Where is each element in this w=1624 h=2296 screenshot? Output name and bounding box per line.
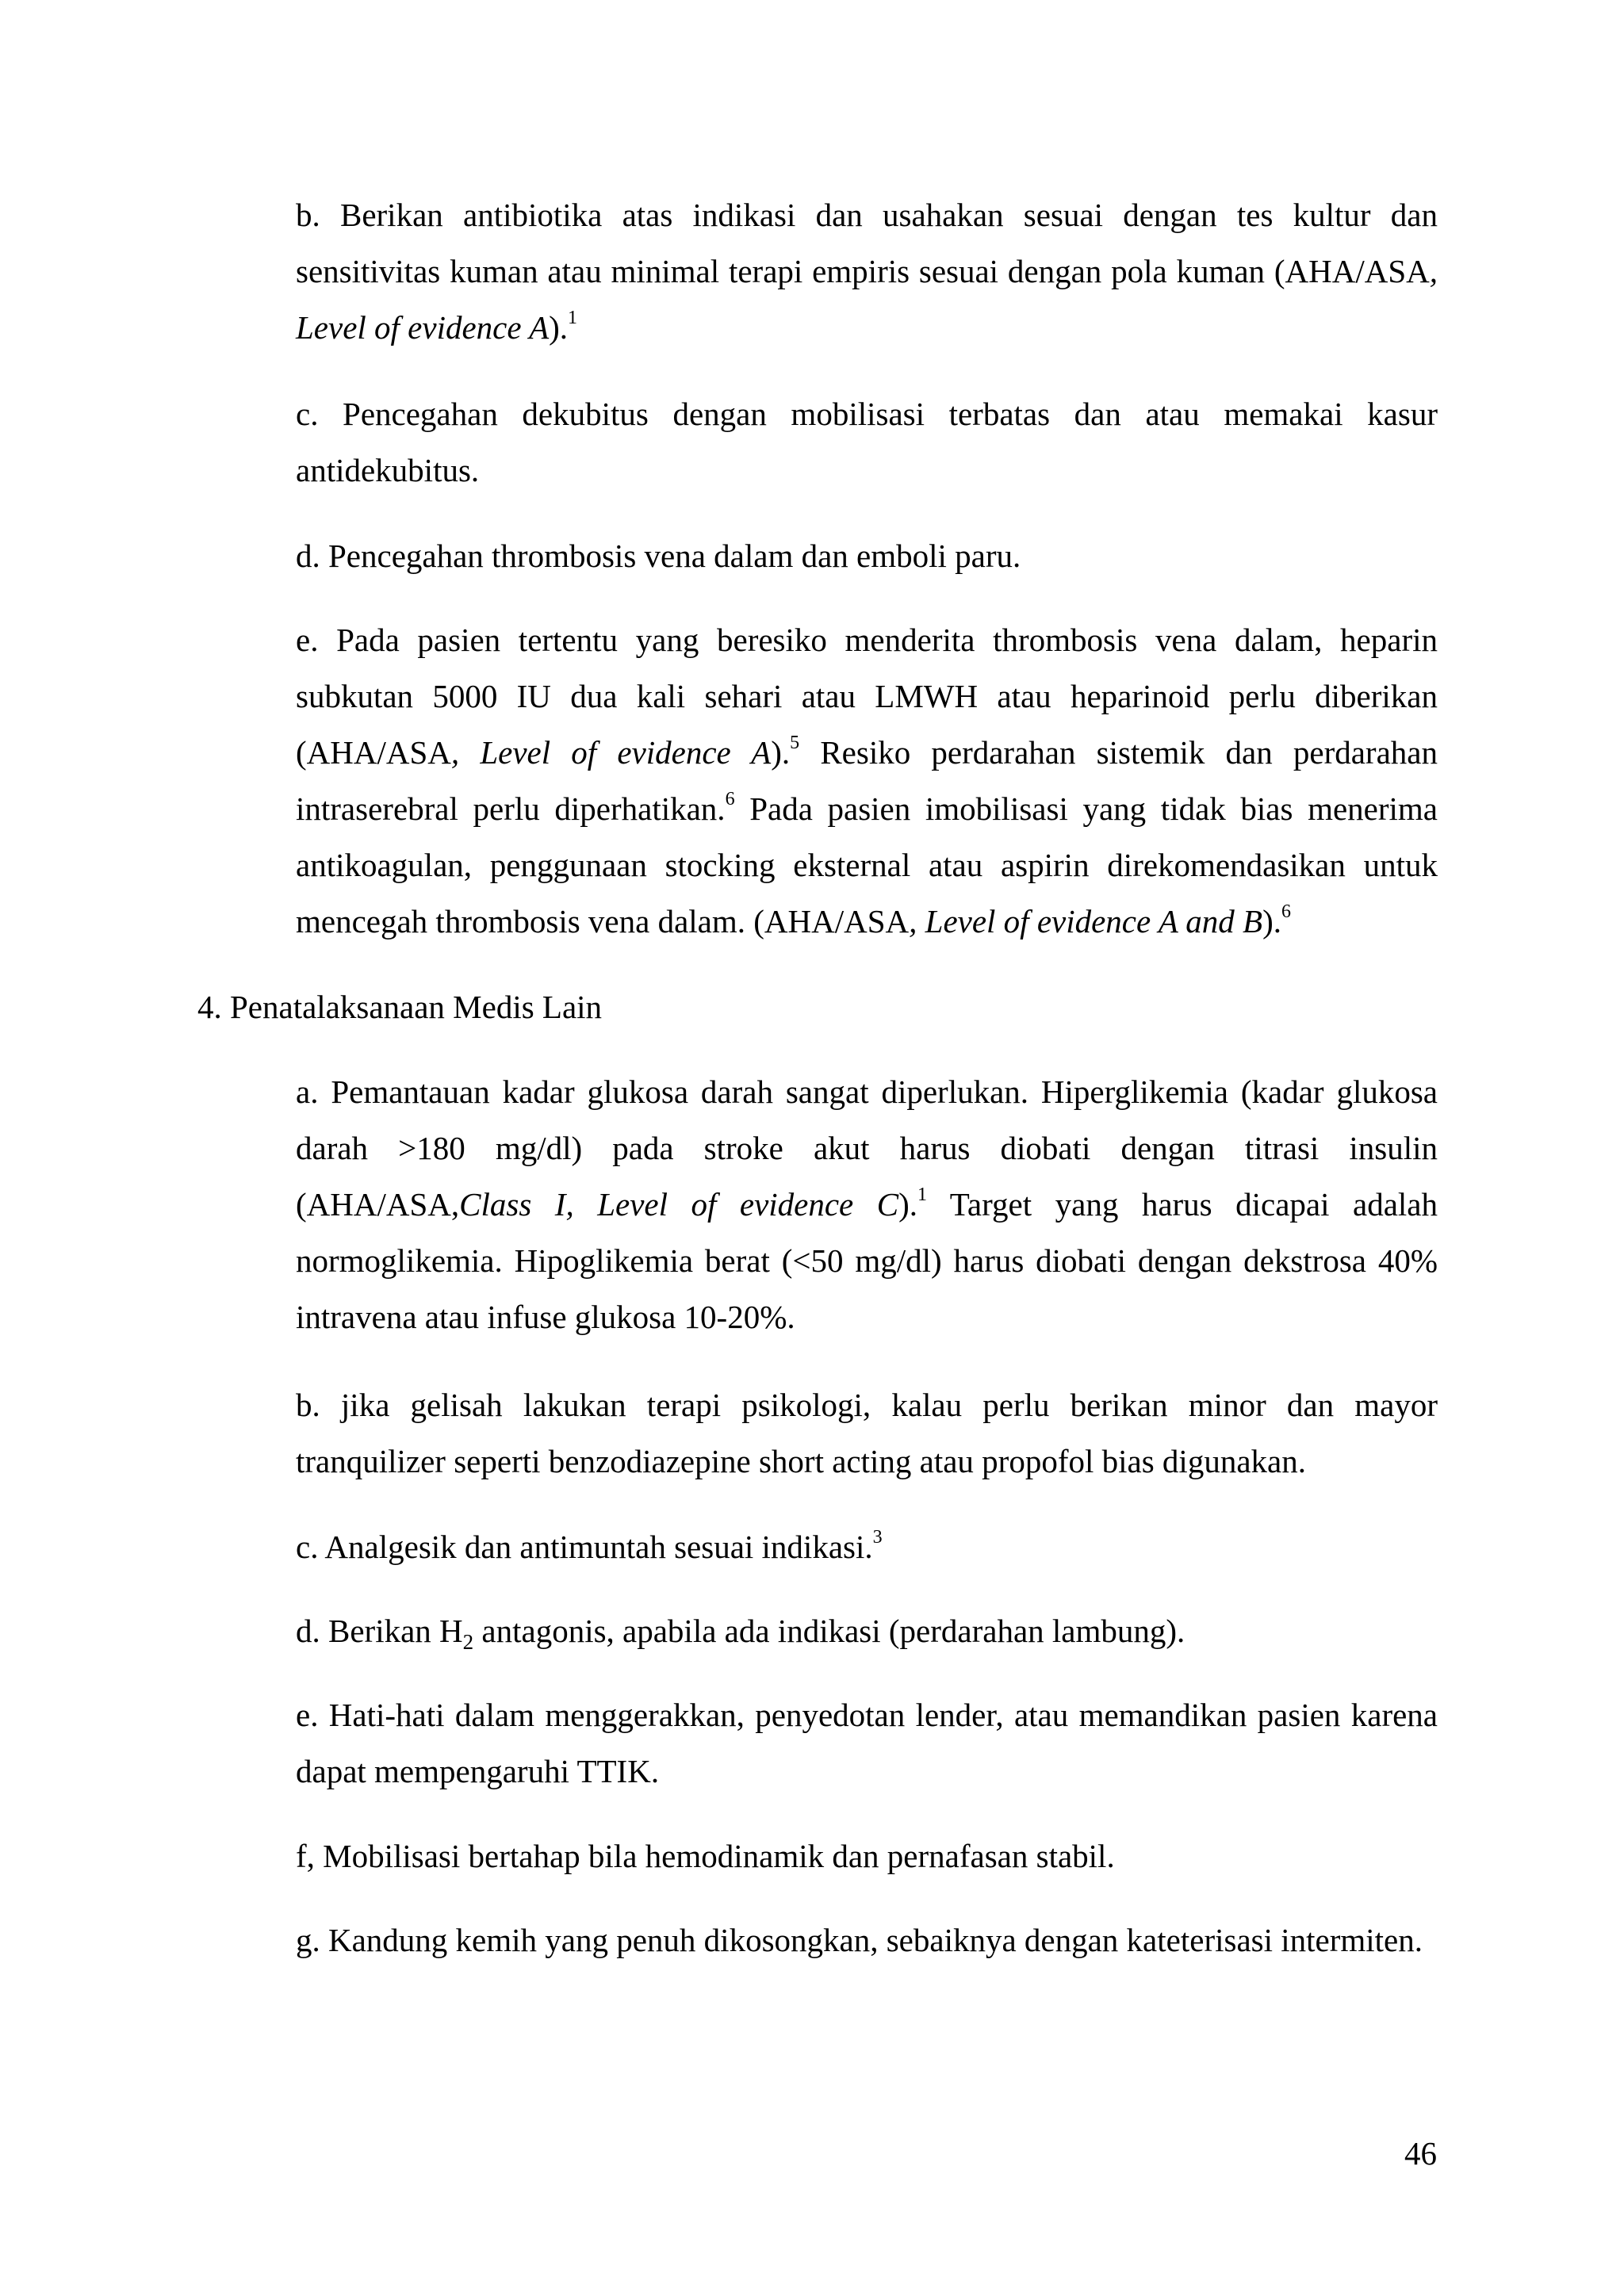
- subscript: 2: [462, 1630, 474, 1655]
- paragraph-item-e: e. Pada pasien tertentu yang beresiko menderita thrombosis vena dalam, heparin subkutan 5000 IU dua kali sehari atau LMWH atau heparinoid perlu diberikan (AHA/ASA, Level of evidence A).$^5$ Resiko perdarahan sistemik dan perdarahan intraserebral perlu diperhatikan.$^6$ Pada pasien imobilisasi yang tidak bias menerima antikoagulan, penggunaan stocking eksternal atau aspirin direkomendasikan untuk mencegah thrombosis vena dalam. (AHA/ASA, Level of evidence A and B).$^6$: [296, 622, 1438, 939]
- paragraph-item4-f: f, Mobilisasi bertahap bila hemodinamik dan pernafasan stabil.: [296, 1838, 1115, 1874]
- paragraph-item-c: c. Pencegahan dekubitus dengan mobilisasi terbatas dan atau memakai kasur antidekubitus.: [296, 396, 1438, 488]
- paragraph-item-d: d. Pencegahan thrombosis vena dalam dan emboli paru.: [296, 538, 1021, 574]
- paragraph-item4-b: b. jika gelisah lakukan terapi psikologi, kalau perlu berikan minor dan mayor tranquilizer seperti benzodiazepine short acting atau propofol bias digunakan.: [296, 1387, 1438, 1479]
- reference-superscript: 1: [568, 308, 578, 329]
- reference-superscript: 1: [917, 1184, 927, 1206]
- paragraph-item-b: b. Berikan antibiotika atas indikasi dan usahakan sesuai dengan tes kultur dan sensitivitas kuman atau minimal terapi empiris sesuai dengan pola kuman (AHA/ASA, Level of evidence A).$^1$: [296, 197, 1438, 346]
- reference-superscript: 5: [790, 733, 800, 754]
- section-heading: 4. Penatalaksanaan Medis Lain: [197, 989, 603, 1025]
- paragraph-item4-a: a. Pemantauan kadar glukosa darah sangat diperlukan. Hiperglikemia (kadar glukosa darah >180 mg/dl) pada stroke akut harus diobati dengan titrasi insulin (AHA/ASA,Class I, Level of evidence C).$^1$ Target yang harus dicapai adalah normoglikemia. Hipoglikemia berat (<50 mg/dl) harus diobati dengan dekstrosa 40% intravena atau infuse glukosa 10-20%.: [296, 1073, 1438, 1335]
- paragraph-item4-c: c. Analgesik dan antimuntah sesuai indikasi.$^3$: [296, 1527, 883, 1565]
- reference-superscript: 6: [1281, 901, 1291, 923]
- paragraph-item4-g: g. Kandung kemih yang penuh dikosongkan, sebaiknya dengan kateterisasi intermiten.: [296, 1922, 1423, 1958]
- reference-superscript: 6: [725, 789, 735, 810]
- paragraph-item4-d: d. Berikan $H_2$ antagonis, apabila ada indikasi (perdarahan lambung).: [296, 1613, 1185, 1655]
- paragraph-item4-e: e. Hati-hati dalam menggerakkan, penyedotan lender, atau memandikan pasien karena dapat mempengaruhi TTIK.: [296, 1697, 1438, 1789]
- page-number: 46: [1404, 2135, 1437, 2172]
- reference-superscript: 3: [872, 1527, 883, 1548]
